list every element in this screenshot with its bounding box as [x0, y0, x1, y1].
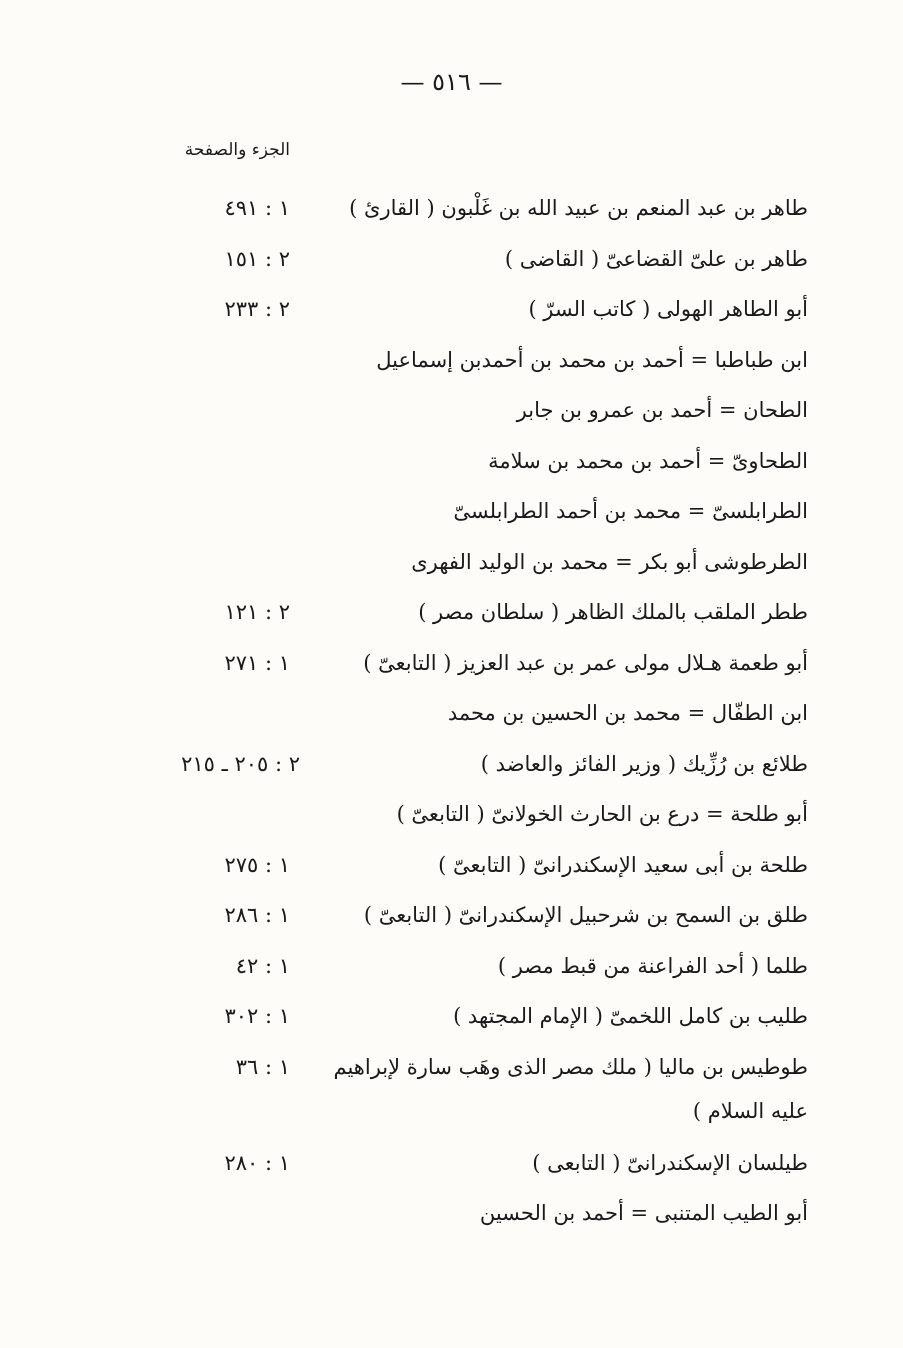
entry-name: الطحاوىّ = أحمد بن محمد بن سلامة [488, 448, 808, 473]
index-entry [0, 332, 903, 383]
index-entry [0, 1185, 903, 1236]
index-entry [0, 736, 903, 787]
entry-reference: ١ : ٢٨٠ [224, 1150, 290, 1175]
index-entry [0, 534, 903, 585]
entry-reference: ٢ : ٢٣٣ [224, 297, 290, 321]
entry-reference: ١ : ٢٨٦ [224, 903, 290, 927]
index-entry [0, 887, 903, 938]
entry-name: ططر الملقب بالملك الظاهر ( سلطان مصر ) [418, 600, 808, 624]
index-entry [0, 1039, 903, 1135]
index-entry [0, 1135, 903, 1186]
index-entry [0, 685, 903, 736]
entry-reference: ١ : ٢٧١ [224, 650, 290, 675]
index-entry [0, 786, 903, 837]
entry-name: ابن طباطبا = أحمد بن محمد بن أحمدبن إسماعيل [376, 347, 808, 372]
index-entry [0, 180, 903, 231]
entry-reference: ١ : ٤٢ [235, 953, 290, 978]
entry-name: ابن الطفّال = محمد بن الحسين بن محمد [447, 701, 808, 725]
index-entry [0, 938, 903, 989]
entry-reference: ١ : ٣٠٢ [224, 1004, 290, 1028]
index-entry [0, 584, 903, 635]
entry-reference: ١ : ٢٧٥ [224, 852, 290, 877]
index-entries [0, 180, 903, 1236]
column-header: الجزء والصفحة [184, 140, 290, 160]
entry-name: طلق بن السمح بن شرحبيل الإسكندرانىّ ( التابعىّ ) [363, 903, 808, 927]
entry-name: طوطيس بن ماليا ( ملك مصر الذى وهَب سارة لإبراهيم عليه السلام ) [333, 1054, 808, 1123]
entry-name: طليب بن كامل اللخمىّ ( الإمام المجتهد ) [453, 1004, 808, 1028]
entry-reference: ١ : ٤٩١ [224, 196, 290, 220]
index-entry [0, 635, 903, 686]
entry-name: الطحان = أحمد بن عمرو بن جابر [516, 398, 808, 422]
entry-name: أبو طلحة = درع بن الحارث الخولانىّ ( التابعىّ ) [396, 802, 808, 826]
entry-name: طلما ( أحد الفراعنة من قبط مصر ) [497, 953, 808, 978]
entry-name: طاهر بن عبد المنعم بن عبيد الله بن غَلْبون ( القارئ ) [349, 196, 808, 220]
index-entry [0, 988, 903, 1039]
entry-name: أبو الطاهر الهولى ( كاتب السرّ ) [528, 297, 808, 321]
index-entry [0, 382, 903, 433]
entry-name: طلائع بن رُزِّيك ( وزير الفائز والعاضد ) [480, 751, 808, 776]
entry-name: الطرطوشى أبو بكر = محمد بن الوليد الفهرى [411, 549, 808, 574]
entry-name: طلحة بن أبى سعيد الإسكندرانىّ ( التابعىّ ) [438, 852, 808, 877]
entry-reference: ٢ : ١٢١ [224, 600, 290, 624]
index-entry [0, 231, 903, 282]
entry-reference: ٢ : ٢٠٥ ـ ٢١٥ [181, 751, 300, 776]
index-entry [0, 433, 903, 484]
entry-reference: ٢ : ١٥١ [224, 246, 290, 271]
entry-reference: ١ : ٣٦ [235, 1054, 290, 1079]
entry-name: طيلسان الإسكندرانىّ ( التابعى ) [532, 1150, 808, 1175]
entry-name: أبو الطيب المتنبى = أحمد بن الحسين [479, 1201, 808, 1225]
entry-name: طاهر بن علىّ القضاعىّ ( القاضى ) [504, 246, 808, 271]
index-entry [0, 483, 903, 534]
index-entry [0, 281, 903, 332]
entry-name: الطرابلسىّ = محمد بن أحمد الطرابلسىّ [453, 499, 808, 523]
entry-name: أبو طعمة هـلال مولى عمر بن عبد العزيز ( التابعىّ ) [363, 650, 808, 675]
index-entry [0, 837, 903, 888]
page-number: — ٥١٦ — [400, 68, 503, 96]
